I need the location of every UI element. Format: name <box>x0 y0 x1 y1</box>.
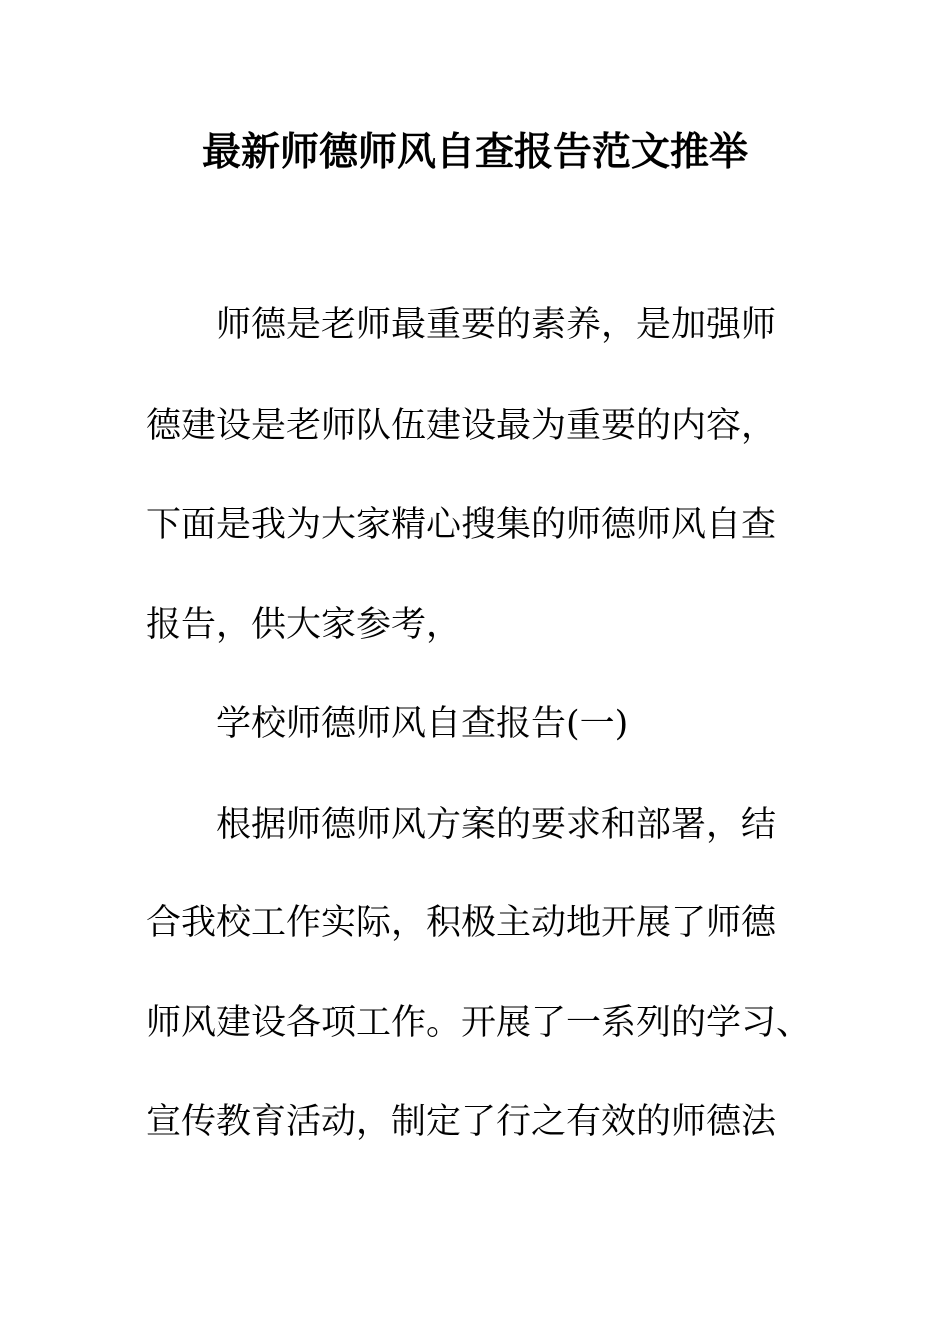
paragraph-2-line-1: 根据师德师风方案的要求和部署，结 <box>216 805 777 845</box>
section-heading: 学校师德师风自查报告(一) <box>216 704 629 744</box>
paragraph-1-line-2: 德建设是老师队伍建设最为重要的内容， <box>146 406 777 446</box>
paragraph-1-line-1: 师德是老师最重要的素养，是加强师 <box>216 305 777 345</box>
document-title: 最新师德师风自查报告范文推举 <box>201 129 748 175</box>
paragraph-2-line-3: 师风建设各项工作。开展了一系列的学习、 <box>146 1003 812 1043</box>
paragraph-1-line-4: 报告，供大家参考， <box>146 605 462 645</box>
paragraph-2-line-4: 宣传教育活动，制定了行之有效的师德法 <box>146 1102 777 1142</box>
paragraph-1-line-3: 下面是我为大家精心搜集的师德师风自查 <box>146 505 777 545</box>
paragraph-2-line-2: 合我校工作实际，积极主动地开展了师德 <box>146 903 777 943</box>
